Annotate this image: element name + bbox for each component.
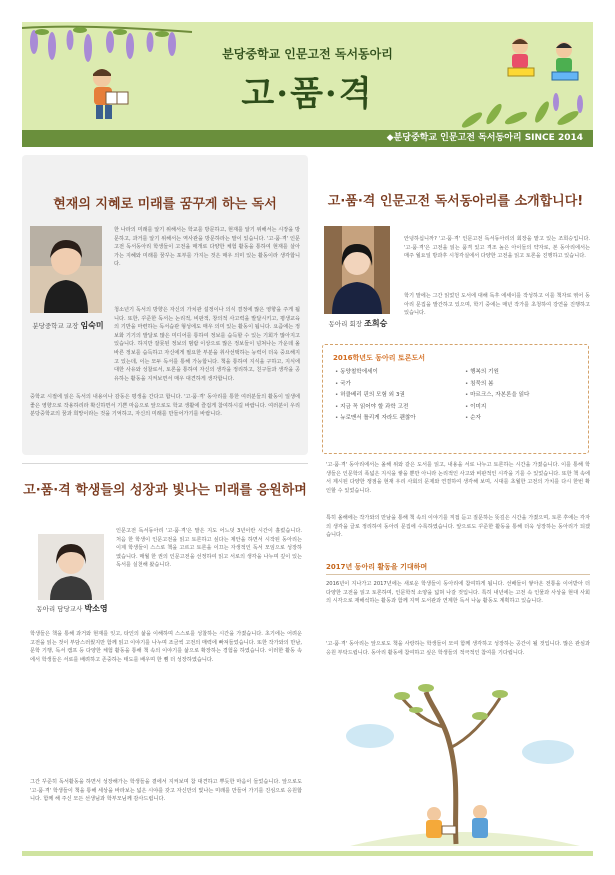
list-item: • 뉴로맨서 틀리게 자라도 괜찮아 xyxy=(335,413,416,425)
president-caption xyxy=(318,318,398,329)
portrait-teacher-icon xyxy=(38,534,104,600)
list-item: • 행복의 기원 xyxy=(465,367,529,379)
portrait-student-icon xyxy=(324,226,390,314)
list-item: • 마르크스, 자본론을 읽다 xyxy=(465,390,529,402)
principal-paragraph-2: 청소년기 독서의 방향은 자신의 가치관 설정이나 의식 결정에 많은 영향을 주게 됩니다. 또한, 꾸준한 독서는 논리적, 비판적, 창의적 사고력을 발달시키고, 평생교육의 기반을 마련하는 독서습관 형성에도 매우 의미 있는 활동이 됩니다. 요즘에는 정보화 기기의 발달로 많은 미디어를 통하여 정보를 습득할 수 있는 기회가 많아지고 있습니다. 하지만 잘못된 정보의 범람 이상으로 많은 정보들이 넘쳐나는 가운데 올바른 정보를 습득하고 자신에게 필요한 부분을 취사선택하는 능력이 더욱 중요해지고 있는데, 이는 모두 독서를 통해 가능합니다. 책을 통하여 지식을 구하고, 지식에 대한 사유와 성찰로서, 토론을 통하여 자신의 생각을 정리하고, 친구들과 생각을 공유하는 활동을 지켜보면서 매우 대견하게 생각합니다. xyxy=(114,307,300,382)
teacher-message-title: 고·품·격 학생들의 성장과 빛나는 미래를 응원하며 xyxy=(23,483,307,498)
reading-list-box xyxy=(322,344,589,454)
club-name: 분당중학교 인문고전 독서동아리 xyxy=(222,47,393,61)
next-year-paragraph-2: '고·품·격' 동아리는 앞으로도 책을 사랑하는 학생들이 모여 함께 생각하고 성장하는 공간이 될 것입니다. 많은 관심과 응원 부탁드립니다. 동아리 활동에 참여하고 싶은 학생들의 적극적인 참여를 기다립니다. xyxy=(326,641,590,656)
list-item: • 지금 꼭 읽어야 할 과학 고전 xyxy=(335,402,416,414)
left-divider xyxy=(22,463,308,464)
president-paragraph-1: 안녕하십니까? '고·품·격' 인문고전 독서동아리의 회장을 맡고 있는 조희승입니다. '고·품·격'은 고전을 읽는 품격 있고 격조 높은 아이들의 약자로, 본 동아리에서는 매주 월요일 방과후 시청각실에서 다양한 고전을 읽고 토론을 진행하고 있습니다. xyxy=(404,236,590,260)
teacher-caption xyxy=(26,603,118,614)
newsletter-title: 고·품·격 xyxy=(241,74,374,114)
president-photo xyxy=(324,226,390,314)
activity-paragraph-1: '고·품·격' 동아리에서는 올해 위와 같은 도서를 읽고, 내용을 서로 나누고 토론하는 시간을 가졌습니다. 이를 통해 학생들은 인문학의 폭넓은 지식을 쌓을 뿐만 아니라 논리적인 사고와 비판적인 시각을 기를 수 있었습니다. 또한 책 속에서 제시된 다양한 쟁점을 현재 우리 사회의 문제와 연결하여 생각해 보며, 시대를 초월한 고전의 가치를 다시 한번 확인할 수 있었습니다. xyxy=(326,462,590,494)
principal-paragraph-3: 중학교 시절에 읽은 독서의 내용이나 감동은 평생을 간다고 합니다. '고·품·격' 동아리를 통한 여러분들의 활동이 일생에 좋은 영향으로 작용하리라 확신하면서 기쁜 마음으로 앞으로도 학교 생활에 즐겁게 참여하시길 바랍니다. 여러분이 우리 분당중학교의 꿈과 희망이라는 것을 기억하고, 자신의 미래를 만들어가기를 바랍니다. xyxy=(30,394,300,418)
list-item: • 순자 xyxy=(465,413,529,425)
masthead xyxy=(22,22,593,130)
footer-bar xyxy=(22,851,593,856)
principal-message-title: 현재의 지혜로 미래를 꿈꾸게 하는 독서 xyxy=(53,197,277,212)
principal-name: 임숙미 xyxy=(80,321,104,330)
principal-paragraph-1: 한 나라의 미래를 알기 위해서는 학교를 방문하고, 현재를 알기 위해서는 시장을 방문하고, 과거를 알기 위해서는 역사관을 방문하라는 말이 있습니다. '고·품·격' 인문고전 독서동아리 학생들이 고전을 매개로 다양한 체험 활동을 통하여 현재를 살아가는 지혜와 미래를 꿈꾸는 포부를 가지는 것은 매우 의미 있는 활동이라 생각합니다. xyxy=(114,227,300,268)
portrait-woman-icon xyxy=(30,226,102,313)
president-paragraph-2: 학기 말에는 그간 읽었던 도서에 대해 독후 에세이를 작성하고 이를 책자로 엮어 동아리 문집을 발간하고 있으며, 학기 중에는 매년 작가를 초청하여 강연을 진행하고 있습니다. xyxy=(404,293,590,317)
list-item: • 이미지 xyxy=(465,402,529,414)
next-year-title: 2017년 동아리 활동을 기대하며 xyxy=(326,563,428,571)
list-item: • 국가 xyxy=(335,379,416,391)
teacher-paragraph-3: 그간 꾸준히 독서활동을 하면서 성장해가는 학생들을 곁에서 지켜보며 참 대견하고 뿌듯한 마음이 들었습니다. 앞으로도 '고·품·격' 학생들이 책을 통해 세상을 바라보는 넓은 시야를 갖고 자신만의 빛나는 미래를 만들어 가기를 진심으로 응원합니다. 함께 해 주신 모든 선생님과 학부모님께 감사드립니다. xyxy=(30,779,302,803)
principal-caption xyxy=(24,320,112,331)
principal-paragraph-2-cont xyxy=(30,350,300,390)
list-item: • 허클베리 핀의 모험 외 3권 xyxy=(335,390,416,402)
principal-role: 분당중학교 교장 xyxy=(32,322,79,330)
club-intro-title: 고·품·격 인문고전 독서동아리를 소개합니다! xyxy=(327,194,584,209)
tree-children-illustration-icon xyxy=(330,668,592,850)
header-subbar: ◆분당중학교 인문고전 독서동아리 SINCE 2014 xyxy=(22,130,593,147)
list-item: • 침묵의 봄 xyxy=(465,379,529,391)
list-item: • 동양철학에세이 xyxy=(335,367,416,379)
teacher-paragraph-2: 학생들은 책을 통해 과거와 현재를 잇고, 타인의 삶을 이해하며 스스로를 성찰하는 시간을 가졌습니다. 초기에는 어려운 고전을 읽는 것이 부담스러웠지만 함께 읽고 이야기를 나누며 조금씩 고전의 매력에 빠져들었습니다. 또한 작가와의 만남, 문학 기행, 독서 캠프 등 다양한 체험 활동을 통해 책 속의 이야기를 삶으로 확장하는 경험을 하였습니다. 이러한 활동 속에서 학생들은 서로를 배려하고 존중하는 태도를 배우며 한 뼘 더 성장하였습니다. xyxy=(30,631,302,663)
teacher-name: 박소영 xyxy=(84,604,108,613)
teacher-role: 동아리 담당교사 xyxy=(36,605,83,613)
president-name: 조희승 xyxy=(364,319,388,328)
activity-paragraph-2: 특히 올해에는 작가와의 만남을 통해 책 속의 이야기를 직접 듣고 질문하는 뜻깊은 시간을 가졌으며, 토론 후에는 각자의 생각을 글로 정리하여 동아리 문집에 수록하였습니다. 앞으로도 꾸준한 활동을 통해 더욱 성장하는 동아리가 되겠습니다. xyxy=(326,515,590,539)
reading-list-left xyxy=(335,367,416,425)
principal-photo xyxy=(30,226,102,313)
teacher-paragraph-1: 인문고전 독서동아리 '고·품·격'은 말은 지도 어느덧 3년이란 시간이 흘렀습니다. 처음 한 학생이 인문고전을 읽고 토론하고 싶다는 제안을 하면서 시작된 동아리는 이제 학생들이 스스로 책을 고르고 토론을 이끄는 자생적인 독서 모임으로 성장하였습니다. 매월 한 권의 인문고전을 선정하여 읽고 서로의 생각을 나누며 깊이 있는 독서를 실천해 왔습니다. xyxy=(116,528,302,569)
reading-list-title: 2016학년도 동아리 토론도서 xyxy=(333,354,425,362)
reading-list-right xyxy=(465,367,529,425)
next-year-underline xyxy=(326,574,590,575)
next-year-paragraph-1: 2016년이 지나가고 2017년에는 새로운 학생들이 동아리에 참여하게 됩니다. 선배들이 쌓아온 전통을 이어받아 더 다양한 고전을 읽고 토론하며, 인문학적 소양을 넓혀 나갈 것입니다. 특히 내년에는 고전 속 인물과 사상을 현대 사회의 시각으로 재해석하는 활동과 함께 지역 도서관과 연계한 독서 나눔 활동도 계획하고 있습니다. xyxy=(326,581,590,605)
teacher-photo xyxy=(38,534,104,600)
president-role: 동아리 회장 xyxy=(328,320,363,328)
